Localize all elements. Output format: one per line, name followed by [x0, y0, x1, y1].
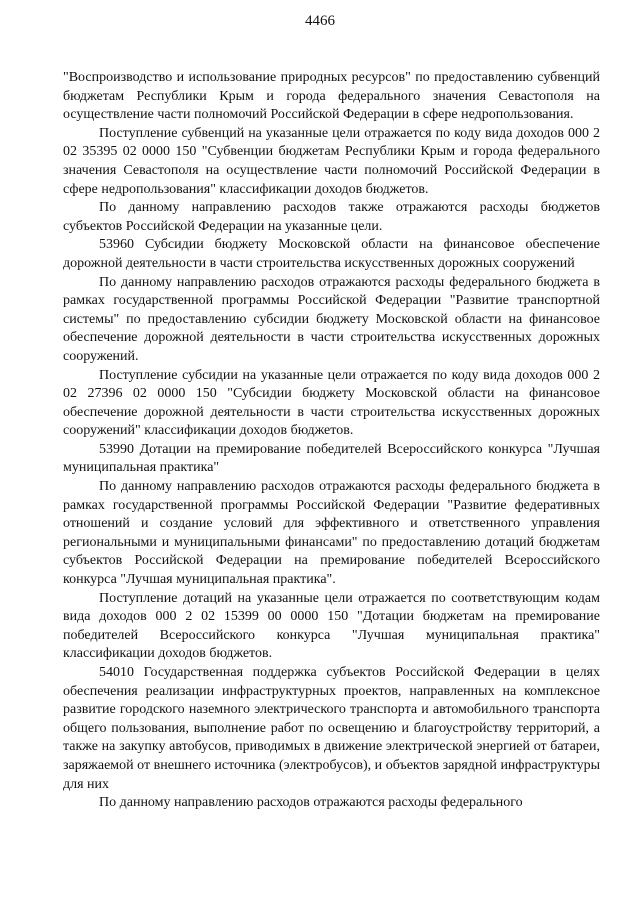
- paragraph: Поступление дотаций на указанные цели отражается по соответствующим кодам вида доходов 000 2 02 15399 00 0000 150 "Дотации бюджетам на премирование победителей Всероссийского конкурса "Лучшая муниципальная практика" классификации доходов бюджетов.: [63, 590, 600, 662]
- paragraph: По данному направлению расходов отражаются расходы федерального бюджета в рамках государственной программы Российской Федерации "Развитие федеративных отношений и создание условий для эффективного и ответственного управления региональными и муниципальными финансами" по предоставлению дотаций бюджетам субъектов Российской Федерации на премирование победителей Всероссийского конкурса "Лучшая муниципальная практика".: [63, 479, 600, 588]
- document-body: [63, 69, 600, 813]
- paragraph: Поступление субсидии на указанные цели отражается по коду вида доходов 000 2 02 27396 02 0000 150 "Субсидии бюджету Московской области на финансовое обеспечение дорожной деятельности в части строительства искусственных дорожных сооружений" классификации доходов бюджетов.: [63, 367, 600, 439]
- section-heading: 53990 Дотации на премирование победителей Всероссийского конкурса "Лучшая муниципальная практика": [63, 441, 600, 476]
- paragraph: По данному направлению расходов отражаются расходы федерального бюджета в рамках государственной программы Российской Федерации "Развитие транспортной системы" по предоставлению субсидии бюджету Московской области на финансовое обеспечение дорожной деятельности в части строительства искусственных дорожных сооружений.: [63, 274, 600, 364]
- section-heading: 54010 Государственная поддержка субъектов Российской Федерации в целях обеспечения реализации инфраструктурных проектов, направленных на комплексное развитие городского наземного электрического транспорта и автомобильного транспорта общего пользования, выполнение работ по освещению и благоустройству территорий, а также на закупку автобусов, приводимых в движение электрической энергией от батареи, заряжаемой от внешнего источника (электробусов), и объектов зарядной инфраструктуры для них: [63, 665, 600, 792]
- page-number: 4466: [305, 13, 335, 29]
- paragraph: По данному направлению расходов также отражаются расходы бюджетов субъектов Российской Федерации на указанные цели.: [63, 200, 600, 234]
- paragraph: "Воспроизводство и использование природных ресурсов" по предоставлению субвенций бюджетам Республики Крым и города федерального значения Севастополя на осуществление части полномочий Российской Федерации в сфере недропользования.: [63, 70, 600, 123]
- paragraph: Поступление субвенций на указанные цели отражается по коду вида доходов 000 2 02 35395 02 0000 150 "Субвенции бюджетам Республики Крым и города федерального значения Севастополя на осуществление части полномочий Российской Федерации в сфере недропользования" классификации доходов бюджетов.: [63, 125, 600, 197]
- paragraph: По данному направлению расходов отражаются расходы федерального: [99, 795, 523, 811]
- section-heading: 53960 Субсидии бюджету Московской области на финансовое обеспечение дорожной деятельности в части строительства искусственных дорожных сооружений: [63, 237, 600, 271]
